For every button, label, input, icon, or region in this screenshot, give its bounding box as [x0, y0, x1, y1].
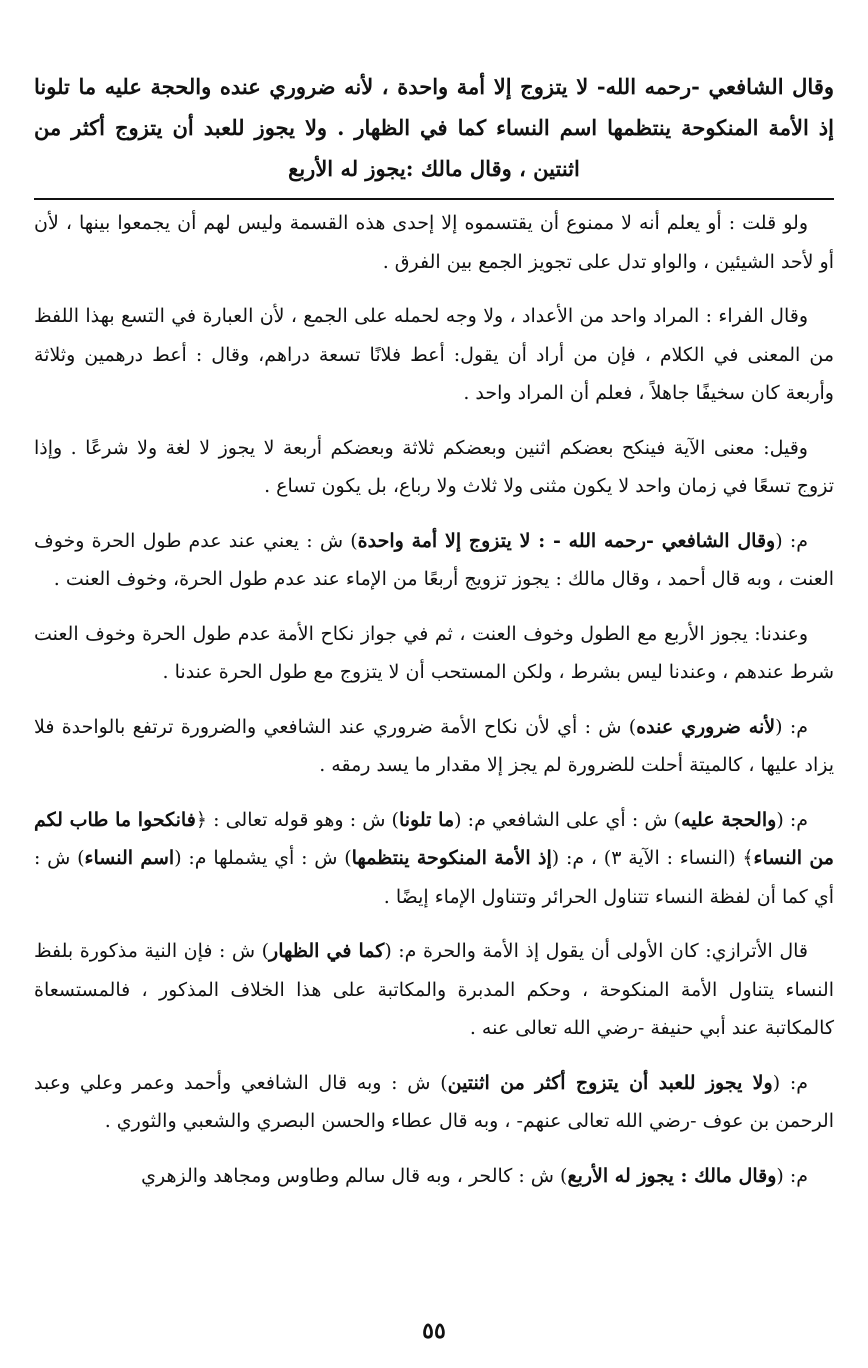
main-text: وقال الشافعي -رحمه الله- لا يتزوج إلا أمة واحدة ، لأنه ضروري عنده والحجة عليه ما تلونا إذ الأمة المنكوحة ينتظمها اسم النساء كما في الظهار . ولا يجوز للعبد أن يتزوج أكثر من اثنتين ، وقال مالك :يجوز له الأربع [34, 74, 834, 181]
commentary-text: ) ش : أي كما أن لفظة النساء تتناول الحرائر وتتناول الإماء إيضًا . [34, 847, 834, 908]
commentary-paragraph [34, 615, 834, 692]
commentary [34, 204, 834, 1211]
commentary-text: م: ( [775, 715, 808, 738]
commentary-text: م: ( [776, 808, 809, 831]
quoted-main-text: وقال الشافعي -رحمه الله - : لا يتزوج إلا أمة واحدة [357, 529, 776, 552]
commentary-paragraph [34, 1064, 834, 1141]
commentary-text: قال الأترازي: كان الأولى أن يقول إذ الأمة والحرة م: ( [384, 940, 809, 962]
commentary-text: م: ( [776, 1164, 808, 1187]
commentary-text: ) ش : أي على الشافعي م: ( [454, 808, 682, 831]
commentary-paragraph [34, 708, 834, 785]
commentary-text: ) ش : أي لأن نكاح الأمة ضروري عند الشافعي والضرورة ترتفع بالواحدة فلا يزاد عليها ، كالميتة أحلت للضرورة لم يجز إلا مقدار ما يسد رمقه . [34, 715, 834, 776]
commentary-text: م: ( [775, 529, 808, 552]
commentary-paragraph [34, 429, 834, 506]
commentary-text: ) ش : فإن النية مذكورة بلفظ النساء يتناول الأمة المنكوحة ، وحكم المدبرة والمكاتبة على هذا الخلاف المذكور ، فالمستسعاة كالمكاتبة عند أبي حنيفة -رضي الله تعالى عنه . [34, 940, 834, 1039]
quoted-main-text: فانكحوا ما طاب لكم من النساء [34, 808, 834, 869]
quoted-main-text: كما في الظهار [269, 940, 385, 962]
quoted-main-text: إذ الأمة المنكوحة ينتظمها [351, 847, 552, 869]
quoted-main-text: ما تلونا [398, 808, 455, 831]
quoted-main-text: لأنه ضروري عنده [636, 715, 776, 738]
commentary-paragraph [34, 932, 834, 1048]
commentary-text: ولو قلت : أو يعلم أنه لا ممنوع أن يقتسموه إلا إحدى هذه القسمة وليس لهم أن يجمعوا بينها ، لأن أو لأحد الشيئين ، والواو تدل على تجويز الجمع بين الفرق . [34, 212, 834, 273]
commentary-paragraph [34, 204, 834, 281]
quoted-main-text: ولا يجوز للعبد أن يتزوج أكثر من اثنتين [447, 1071, 773, 1094]
quoted-main-text: وقال مالك : يجوز له الأربع [567, 1164, 777, 1187]
commentary-text: ) ش : يعني عند عدم طول الحرة وخوف العنت ، وبه قال أحمد ، وقال مالك : يجوز تزويج أربعًا من الإماء عند عدم طول الحرة، وخوف العنت . [34, 529, 834, 590]
commentary-text: وقيل: معنى الآية فينكح بعضكم اثنين وبعضكم ثلاثة وبعضكم أربعة لا يجوز لا لغة ولا شرعًا . وإذا تزوج تسعًا في زمان واحد لا يكون مثنى ولا ثلاث ولا رباع، بل يكون تساع . [34, 436, 834, 497]
commentary-paragraph [34, 297, 834, 413]
commentary-text: وقال الفراء : المراد واحد من الأعداد ، ولا وجه لحمله على الجمع ، لأن العبارة في التسع بهذا اللفظ من المعنى في الكلام ، فإن من أراد أن يقول: أعط فلانًا تسعة دراهم، وقال : أعط درهمين وثلاثة وأربعة كان سخيفًا جاهلاً ، فعلم أن المراد واحد . [34, 305, 834, 404]
page-number: ٥٥ [422, 1318, 446, 1344]
commentary-paragraph [34, 522, 834, 599]
quoted-main-text: اسم النساء [84, 847, 175, 869]
commentary-text: ) ش : وهو قوله تعالى : ﴿ [195, 808, 399, 831]
commentary-paragraph [34, 801, 834, 917]
commentary-text: م: ( [772, 1071, 808, 1094]
commentary-paragraph [34, 1157, 834, 1196]
commentary-text: ) ش : كالحر ، وبه قال سالم وطاوس ومجاهد والزهري [141, 1164, 568, 1187]
commentary-text: ) ش : أي يشملها م: ( [174, 847, 352, 869]
commentary-text: ﴾ (النساء : الآية ٣) ، م: ( [551, 847, 754, 869]
quoted-main-text: والحجة عليه [681, 808, 777, 831]
commentary-text: وعندنا: يجوز الأربع مع الطول وخوف العنت ، ثم في جواز نكاح الأمة عدم طول الحرة وخوف العنت شرط عندهم ، وعندنا ليس بشرط ، ولكن المستحب أن لا يتزوج مع طول الحرة عندنا . [34, 622, 834, 683]
commentary-text: ) ش : وبه قال الشافعي وأحمد وعمر وعلي وعبد الرحمن بن عوف -رضي الله تعالى عنهم- ، وبه قال عطاء والحسن البصري والشعبي والثوري . [34, 1071, 834, 1132]
separator-line [34, 198, 834, 200]
